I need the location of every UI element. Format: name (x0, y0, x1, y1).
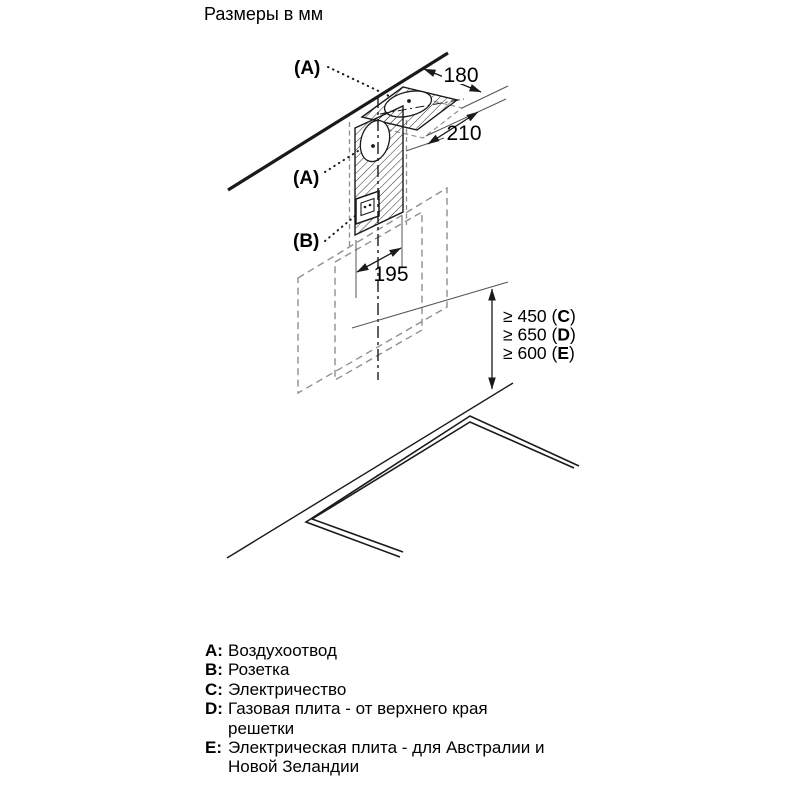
legend-text: Воздухоотвод (228, 641, 337, 660)
clearance-c-label: ≥ 450 (C) (503, 306, 576, 326)
legend-item-e (205, 738, 557, 777)
clearance-e-label: ≥ 600 (E) (503, 343, 575, 363)
clearance-dimension (352, 282, 576, 389)
legend-text: Электрическая плита - для Австралии и Новой Зеландии (228, 738, 545, 777)
legend-item-b (205, 660, 557, 679)
legend-item-a (205, 641, 557, 660)
wall-duct-cutout (355, 106, 403, 235)
dim-210-label: 210 (446, 122, 482, 145)
legend-key: E: (205, 738, 222, 758)
hood-bottom-extension-line (352, 282, 508, 328)
legend-text: Электричество (228, 679, 347, 699)
legend-item-d (205, 699, 557, 738)
leader-line (325, 151, 358, 172)
cooktop-outline (227, 383, 579, 558)
callout-duct-top: (A) (294, 58, 321, 79)
leader-line (325, 216, 355, 241)
callout-socket: (B) (293, 231, 320, 252)
dim-195-label: 195 (373, 263, 409, 286)
extension-line (462, 86, 508, 108)
counter-edge-line (227, 383, 513, 558)
legend-text: Розетка (228, 660, 290, 680)
legend-text: Газовая плита - от верхнего края решетки (228, 699, 488, 738)
legend-key: A: (205, 641, 223, 660)
dim-180-label: 180 (443, 64, 479, 87)
legend-key: C: (205, 679, 223, 699)
legend (205, 641, 557, 777)
legend-key: B: (205, 660, 223, 680)
clearance-d-label: ≥ 650 (D) (503, 324, 576, 345)
leader-line (328, 67, 389, 96)
callout-duct-wall: (A) (293, 168, 320, 189)
legend-key: D: (205, 699, 223, 719)
extension-line (406, 138, 444, 151)
legend-item-c (205, 680, 557, 699)
page-title: Размеры в мм (204, 4, 324, 24)
